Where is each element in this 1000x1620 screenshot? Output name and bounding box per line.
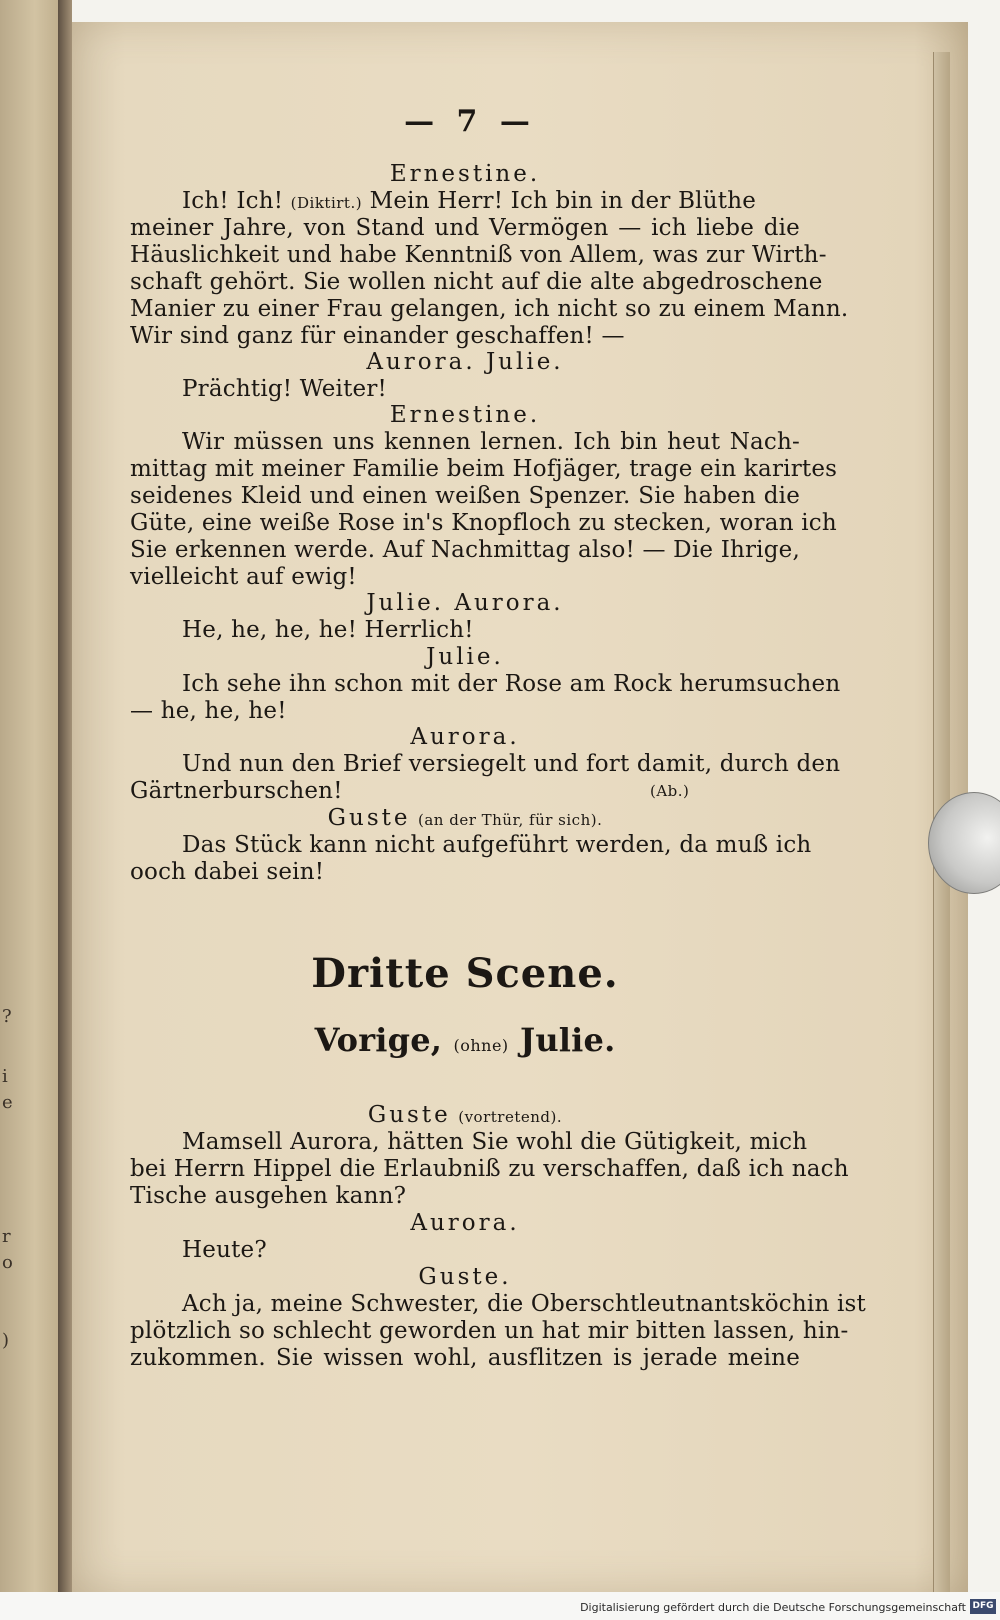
stage-direction: (Ab.) [650, 782, 690, 800]
text-line: Ach ja, meine Schwester, die Oberschtleutnantsköchin ist [182, 1291, 866, 1317]
text-line: Und nun den Brief versiegelt und fort damit, durch den [182, 751, 841, 777]
left-page-fragment: o [2, 1252, 13, 1273]
left-page-fragment: i [2, 1066, 8, 1087]
text-line: seidenes Kleid und einen weißen Spenzer. Sie haben die [130, 483, 800, 509]
text-line: Tische ausgehen kann? [130, 1183, 407, 1209]
text-line [130, 777, 730, 806]
text-line [182, 187, 800, 218]
text-line: vielleicht auf ewig! [130, 564, 357, 590]
text-line: Güte, eine weiße Rose in's Knopfloch zu stecken, woran ich [130, 510, 837, 536]
text-line: Mamsell Aurora, hätten Sie wohl die Gütigkeit, mich [182, 1129, 808, 1155]
speaker-aurora-julie: Aurora. Julie. [366, 349, 564, 375]
cast-note: (ohne) [453, 1036, 509, 1055]
text-line: mittag mit meiner Familie beim Hofjäger, trage ein karirtes [130, 456, 838, 482]
scene-heading: Dritte Scene. [311, 950, 619, 997]
text-line: zukommen. Sie wissen wohl, ausflitzen is jerade meine [130, 1345, 800, 1371]
text-fragment: Ich! Ich! [182, 188, 284, 214]
scene-cast [130, 1021, 800, 1061]
speaker-ernestine: Ernestine. [389, 402, 541, 428]
speaker-guste [130, 804, 800, 835]
speaker-ernestine: Ernestine. [389, 161, 541, 187]
speaker-guste: Guste. [418, 1264, 512, 1290]
text-line: bei Herrn Hippel die Erlaubniß zu verschaffen, daß ich nach [130, 1156, 849, 1182]
page-number: — 7 — [404, 104, 536, 139]
text-fragment: Mein Herr! Ich bin in der Blüthe [369, 188, 757, 214]
stage-direction: (an der Thür, für sich). [418, 811, 603, 829]
text-line: He, he, he, he! Herrlich! [182, 617, 474, 643]
speaker-julie: Julie. [426, 644, 504, 670]
text-line: Wir sind ganz für einander geschaffen! — [130, 323, 625, 349]
text-line: Prächtig! Weiter! [182, 376, 387, 402]
text-line: ooch dabei sein! [130, 859, 325, 885]
speaker-aurora: Aurora. [410, 1210, 520, 1236]
speaker-aurora: Aurora. [410, 724, 520, 750]
text-line: meiner Jahre, von Stand und Vermögen — ich liebe die [130, 215, 800, 241]
cast-text: Julie. [520, 1021, 616, 1059]
text-line: Wir müssen uns kennen lernen. Ich bin heut Nach- [182, 429, 800, 455]
dfg-logo: DFG [970, 1599, 996, 1614]
left-page-fragment: ) [2, 1330, 10, 1351]
book-gutter [58, 0, 72, 1592]
speaker-julie-aurora: Julie. Aurora. [366, 590, 564, 616]
text-line: Manier zu einer Frau gelangen, ich nicht so zu einem Mann. [130, 296, 849, 322]
cast-text: Vorige, [314, 1021, 443, 1059]
text-line: — he, he, he! [130, 698, 287, 724]
digitization-credit: Digitalisierung gefördert durch die Deutsche Forschungsgemeinschaft [580, 1601, 966, 1614]
text-line: Sie erkennen werde. Auf Nachmittag also! — Die Ihrige, [130, 537, 800, 563]
stage-direction: (Diktirt.) [290, 194, 363, 212]
text-line: Das Stück kann nicht aufgeführt werden, da muß ich [182, 832, 812, 858]
text-fragment: Gärtnerburschen! [130, 778, 343, 804]
left-page-edge [0, 0, 60, 1592]
text-line: schaft gehört. Sie wollen nicht auf die alte abgedroschene [130, 269, 823, 295]
left-page-fragment: e [2, 1092, 13, 1113]
text-line: Heute? [182, 1237, 267, 1263]
left-page-fragment: r [2, 1226, 11, 1247]
text-line: Ich sehe ihn schon mit der Rose am Rock herumsuchen [182, 671, 841, 697]
speaker-name: Guste [367, 1102, 451, 1128]
text-line: plötzlich so schlecht geworden un hat mir bitten lassen, hin- [130, 1318, 849, 1344]
speaker-name: Guste [327, 805, 411, 831]
stage-direction: (vortretend). [458, 1108, 563, 1126]
speaker-guste [130, 1101, 800, 1132]
text-line: Häuslichkeit und habe Kenntniß von Allem, was zur Wirth- [130, 242, 827, 268]
left-page-fragment: ? [2, 1006, 12, 1027]
